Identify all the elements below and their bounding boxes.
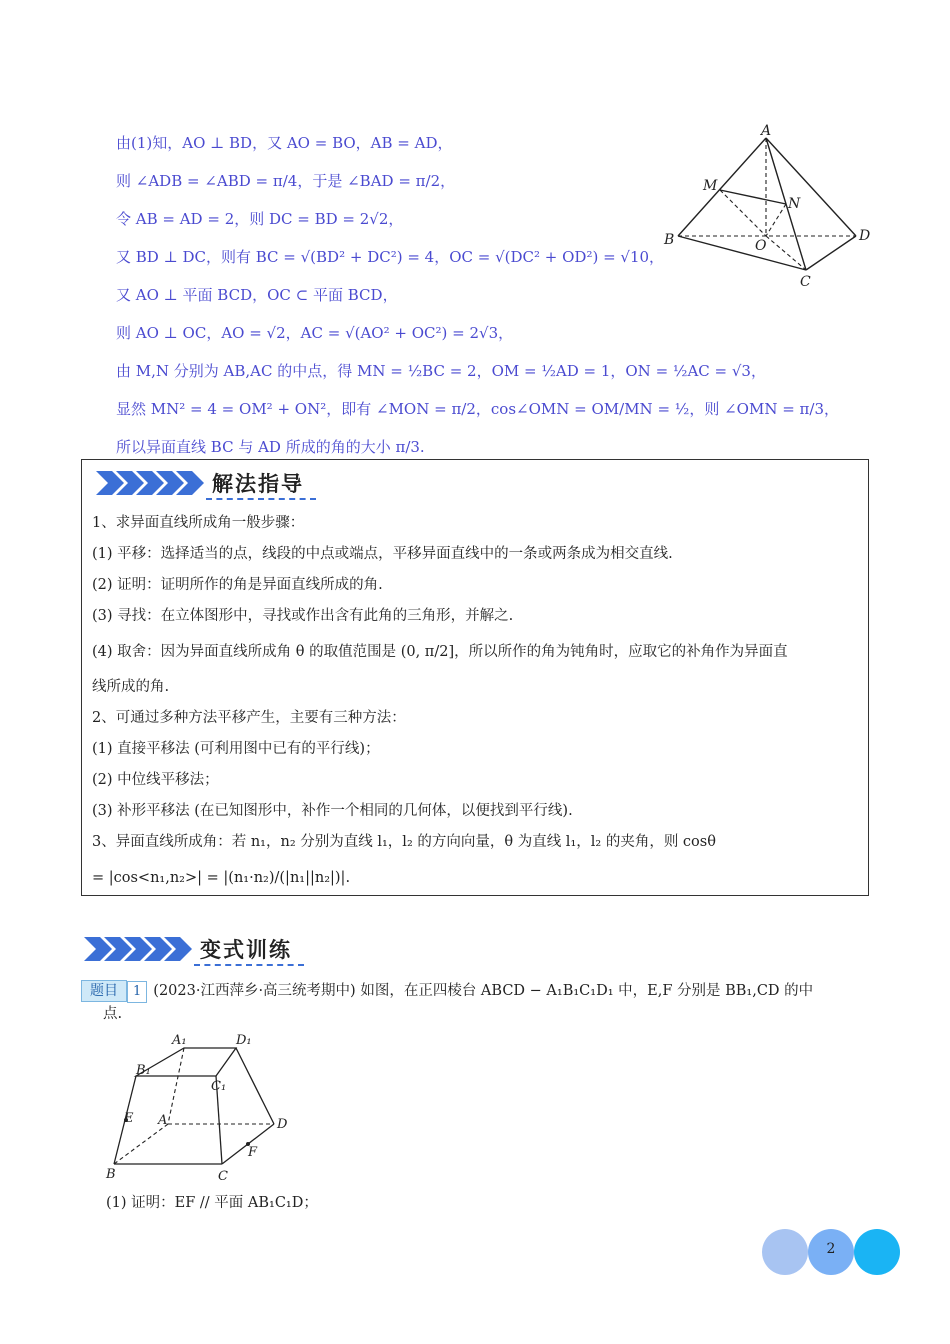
vertex-label: F [248, 1145, 258, 1160]
vertex-label: B₁ [136, 1063, 151, 1078]
solution-line: 又 BD ⊥ DC，则有 BC = √(BD² + DC²) = 4，OC = √(DC² + OD²) = √10， [116, 248, 665, 266]
question-line-continued: 点. [103, 1006, 123, 1022]
vertex-label: A [158, 1113, 168, 1128]
solution-line: 令 AB = AD = 2，则 DC = BD = 2√2， [116, 210, 404, 228]
method-guide-box [81, 459, 869, 896]
guide-row: (1) 平移：选择适当的点，线段的中点或端点，平移异面直线中的一条或两条成为相交直线. [92, 546, 673, 562]
vertex-label: M [703, 178, 718, 194]
practice-title: 变式训练 [200, 938, 292, 962]
question-text: (2023·江西萍乡·高三统考期中) 如图，在正四棱台 ABCD − A₁B₁C₁D₁ 中，E,F 分别是 BB₁,CD 的中 [153, 983, 814, 999]
title-underline [206, 498, 316, 500]
solution-line: 由 M,N 分别为 AB,AC 的中点，得 MN = ½BC = 2，OM = ½AD = 1，ON = ½AC = √3， [116, 362, 766, 380]
vertex-label: D [277, 1117, 288, 1132]
guide-row: 3、异面直线所成角：若 n₁，n₂ 分别为直线 l₁，l₂ 的方向向量，θ 为直线 l₁，l₂ 的夹角，则 cosθ [92, 834, 716, 850]
guide-row: (2) 证明：证明所作的角是异面直线所成的角. [92, 577, 383, 593]
chevrons-icon [96, 468, 206, 498]
question-number: 1 [127, 981, 147, 1003]
solution-line: 则 AO ⊥ OC，AO = √2，AC = √(AO² + OC²) = 2√3， [116, 324, 514, 342]
question-line [81, 980, 871, 1003]
solution-line: 由(1)知，AO ⊥ BD，又 AO = BO，AB = AD， [116, 134, 453, 152]
guide-row: (4) 取舍：因为异面直线所成角 θ 的取值范围是 (0, π/2]，所以所作的角为钝角时，应取它的补角作为异面直 [92, 644, 788, 660]
guide-header [96, 466, 396, 502]
decor-circle [762, 1229, 808, 1275]
guide-row: 线所成的角. [92, 679, 170, 695]
vertex-label: C [218, 1169, 228, 1184]
solution-line: 则 ∠ADB = ∠ABD = π/4，于是 ∠BAD = π/2， [116, 172, 456, 190]
vertex-label: A₁ [172, 1033, 187, 1048]
vertex-label: B [664, 232, 675, 248]
guide-body [92, 508, 862, 898]
question-tag: 题目 [81, 980, 127, 1002]
vertex-label: A [761, 123, 772, 139]
guide-row: (3) 寻找：在立体图形中，寻找或作出含有此角的三角形，并解之. [92, 608, 514, 624]
guide-row: = |cos<n₁,n₂>| = |(n₁·n₂)/(|n₁||n₂|)|. [92, 870, 351, 886]
question-block [81, 980, 871, 1025]
vertex-label: D [859, 228, 871, 244]
guide-row: (1) 直接平移法 (可利用图中已有的平行线)； [92, 741, 380, 757]
vertex-label: N [788, 196, 801, 212]
page-number-badge [762, 1229, 902, 1277]
solution-line: 显然 MN² = 4 = OM² + ON²，即有 ∠MON = π/2，cos∠OMN = OM/MN = ½，则 ∠OMN = π/3， [116, 400, 840, 418]
frustum-figure [100, 1028, 300, 1188]
pyramid-figure [660, 118, 885, 298]
guide-row: 1、求异面直线所成角一般步骤： [92, 515, 305, 531]
solution-block [116, 128, 840, 470]
vertex-label: C₁ [211, 1079, 227, 1094]
vertex-label: B [106, 1167, 116, 1182]
solution-line: 又 AO ⊥ 平面 BCD，OC ⊂ 平面 BCD， [116, 286, 398, 304]
practice-header [84, 932, 384, 968]
decor-circle [854, 1229, 900, 1275]
vertex-label: O [755, 238, 767, 254]
vertex-label: C [800, 274, 811, 290]
guide-title: 解法指导 [212, 472, 304, 496]
guide-row: 2、可通过多种方法平移产生，主要有三种方法： [92, 710, 406, 726]
vertex-label: E [124, 1111, 134, 1126]
page-number: 2 [826, 1241, 836, 1257]
solution-line: 所以异面直线 BC 与 AD 所成的角的大小 π/3. [116, 438, 425, 456]
guide-row: (2) 中位线平移法； [92, 772, 219, 788]
sub-question: (1) 证明：EF // 平面 AB₁C₁D； [106, 1195, 318, 1211]
vertex-label: D₁ [236, 1033, 252, 1048]
title-underline [194, 964, 304, 966]
chevrons-icon [84, 934, 194, 964]
guide-row: (3) 补形平移法 (在已知图形中，补作一个相同的几何体，以便找到平行线). [92, 803, 573, 819]
